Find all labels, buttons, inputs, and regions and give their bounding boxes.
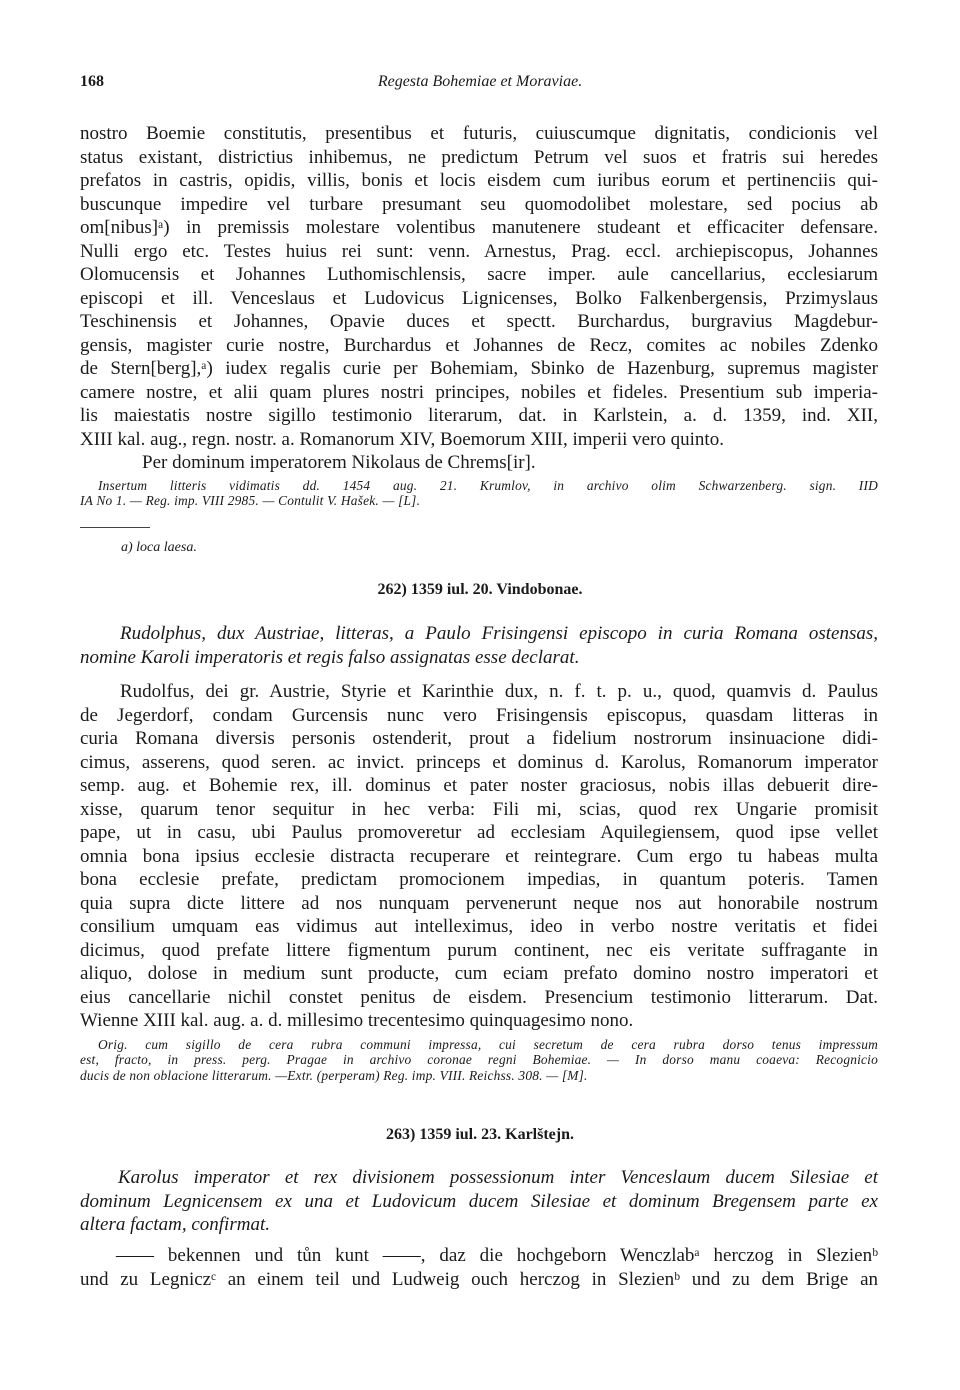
text-line: pape, ut in casu, ubi Paulus promoveretur ad ecclesiam Aquilegiensem, quod ipse vellet	[80, 822, 878, 843]
note-line: est, fracto, in press. perg. Pragae in archivo coronae regni Bohemiae. — In dorso manu coaeva: Recognicio	[80, 1052, 878, 1068]
note-line: IA No 1. — Reg. imp. VIII 2985. — Contulit V. Hašek. — [L].	[80, 493, 421, 509]
page-number: 168	[80, 73, 104, 90]
regest-line: altera factam, confirmat.	[80, 1214, 270, 1235]
continuation-paragraph	[80, 122, 878, 451]
text-line: Per dominum imperatorem Nikolaus de Chrems[ir].	[142, 452, 536, 473]
footnote-divider	[80, 527, 150, 528]
text-line: lis maiestatis nostre sigillo testimonio literarum, dat. in Karlstein, a. d. 1359, ind. XII,	[80, 405, 878, 426]
text-line: Teschinensis et Johannes, Opavie duces et spectt. Burchardus, burgravius Magdebur-	[80, 311, 878, 332]
text-263	[80, 1244, 878, 1291]
text-line: omnia bona ipsius ecclesie distracta recuperare et reintegrare. Cum ergo tu habeas multa	[80, 845, 878, 867]
note-line: Orig. cum sigillo de cera rubra communi impressa, cui secretum de cera rubra dorso tenus impressum	[98, 1037, 878, 1052]
text-line: Rudolfus, dei gr. Austrie, Styrie et Karinthie dux, n. f. t. p. u., quod, quamvis d. Paulus	[120, 681, 878, 702]
source-note-262	[80, 1037, 878, 1083]
text-line: XIII kal. aug., regn. nostr. a. Romanorum XIV, Boemorum XIII, imperii vero quinto.	[80, 428, 724, 450]
text-line: Wienne XIII kal. aug. a. d. millesimo trecentesimo quinquagesimo nono.	[80, 1010, 634, 1031]
footnote: a) loca laesa.	[121, 540, 197, 555]
regest-line: Karolus imperator et rex divisionem possessionum inter Venceslaum ducem Silesiae et	[118, 1167, 878, 1188]
text-line: und zu Legniczᶜ an einem teil und Ludweig ouch herczog in Slezienᵇ und zu dem Brige an	[80, 1268, 878, 1290]
text-line: Nulli ergo etc. Testes huius rei sunt: venn. Arnestus, Prag. eccl. archiepiscopus, Johannes	[80, 240, 878, 262]
text-line: aliquo, dolose in medium sunt producte, cum eciam prefato domino nostro imperatori et	[80, 963, 878, 984]
entry-heading-262: 262) 1359 iul. 20. Vindobonae.	[377, 581, 583, 598]
text-line: —— bekennen und tůn kunt ——, daz die hochgeborn Wenczlabᵃ herczog in Slezienᵇ	[116, 1245, 878, 1266]
text-line: buscunque impedire vel turbare presumant seu quomodolibet molestare, sed pocius ab	[80, 193, 878, 215]
text-line: de Jegerdorf, condam Gurcensis nunc vero Frisingensis episcopus, quasdam litteras in	[80, 704, 878, 726]
text-line: quia supra dicte littere ad nos nunquam pervenerunt neque nos aut honorabile nostrum	[80, 892, 878, 914]
regest-263	[80, 1166, 878, 1237]
note-line: Insertum litteris vidimatis dd. 1454 aug. 21. Krumlov, in archivo olim Schwarzenberg. sign. IID	[98, 478, 878, 493]
text-line: bona ecclesie prefate, predictam promocionem impedias, in quantum poteris. Tamen	[80, 869, 878, 890]
regest-line: nomine Karoli imperatoris et regis falso assignatas esse declarat.	[80, 646, 580, 668]
text-line: de Stern[berg],ᵃ) iudex regalis curie per Bohemiam, Sbinko de Hazenburg, supremus magister	[80, 358, 878, 379]
text-line: xisse, quarum tenor sequitur in hec verba: Fili mi, scias, quod rex Ungarie promisit	[80, 798, 878, 820]
text-line: nostro Boemie constitutis, presentibus et futuris, cuiuscumque dignitatis, condicionis vel	[80, 123, 878, 144]
text-line: status existant, districtius inhibemus, ne predictum Petrum vel suos et fratris sui heredes	[80, 146, 878, 168]
text-line: dicimus, quod prefate littere figmentum purum continent, nec eis veritate suffragante in	[80, 939, 878, 961]
signature-line	[142, 451, 878, 475]
text-line: semp. aug. et Bohemie rex, ill. dominus et pater noster graciosus, nobis illas debuerit dire-	[80, 775, 878, 796]
text-line: om[nibus]ᵃ) in premissis molestare volentibus manutenere studeant et efficaciter defensare.	[80, 217, 878, 238]
text-line: eius cancellarie nichil constet penitus de eisdem. Presencium testimonio litterarum. Dat.	[80, 986, 878, 1008]
text-line: cimus, asserens, quod seren. ac invict. princeps et dominus d. Karolus, Romanorum imperator	[80, 751, 878, 773]
text-line: Olomucensis et Johannes Luthomischlensis, sacre imper. aule cancellarius, ecclesiarum	[80, 264, 878, 285]
regest-line: dominum Legnicensem ex una et Ludovicum ducem Silesiae et dominum Bregensem parte ex	[80, 1190, 878, 1212]
text-line: curia Romana diversis personis ostenderit, prout a fidelium nostrorum insinuacione didi-	[80, 728, 878, 749]
text-line: consilium umquam eas vidimus aut intelleximus, ideo in verbo nostre veritatis et fidei	[80, 916, 878, 937]
entry-heading-263: 263) 1359 iul. 23. Karlštejn.	[386, 1126, 574, 1143]
running-title: Regesta Bohemiae et Moraviae.	[377, 73, 583, 90]
regest-line: Rudolphus, dux Austriae, litteras, a Paulo Frisingensi episcopo in curia Romana ostensas,	[120, 623, 878, 644]
regest-262	[80, 622, 878, 669]
note-line: ducis de non oblacione litterarum. —Extr. (perperam) Reg. imp. VIII. Reichss. 308. — [M].	[80, 1067, 588, 1083]
text-line: camere nostre, et alii quam plures nostri principes, nobiles et fideles. Presentium sub imperia-	[80, 381, 878, 403]
source-note	[80, 478, 878, 509]
text-line: prefatos in castris, opidis, villis, bonis et locis eisdem cum iuribus eorum et pertinenciis qui-	[80, 170, 878, 191]
text-line: gensis, magister curie nostre, Burchardus et Johannes de Recz, comites ac nobiles Zdenko	[80, 334, 878, 356]
text-262	[80, 680, 878, 1033]
text-line: episcopi et ill. Venceslaus et Ludovicus Lignicenses, Bolko Falkenbergensis, Przimyslaus	[80, 287, 878, 309]
